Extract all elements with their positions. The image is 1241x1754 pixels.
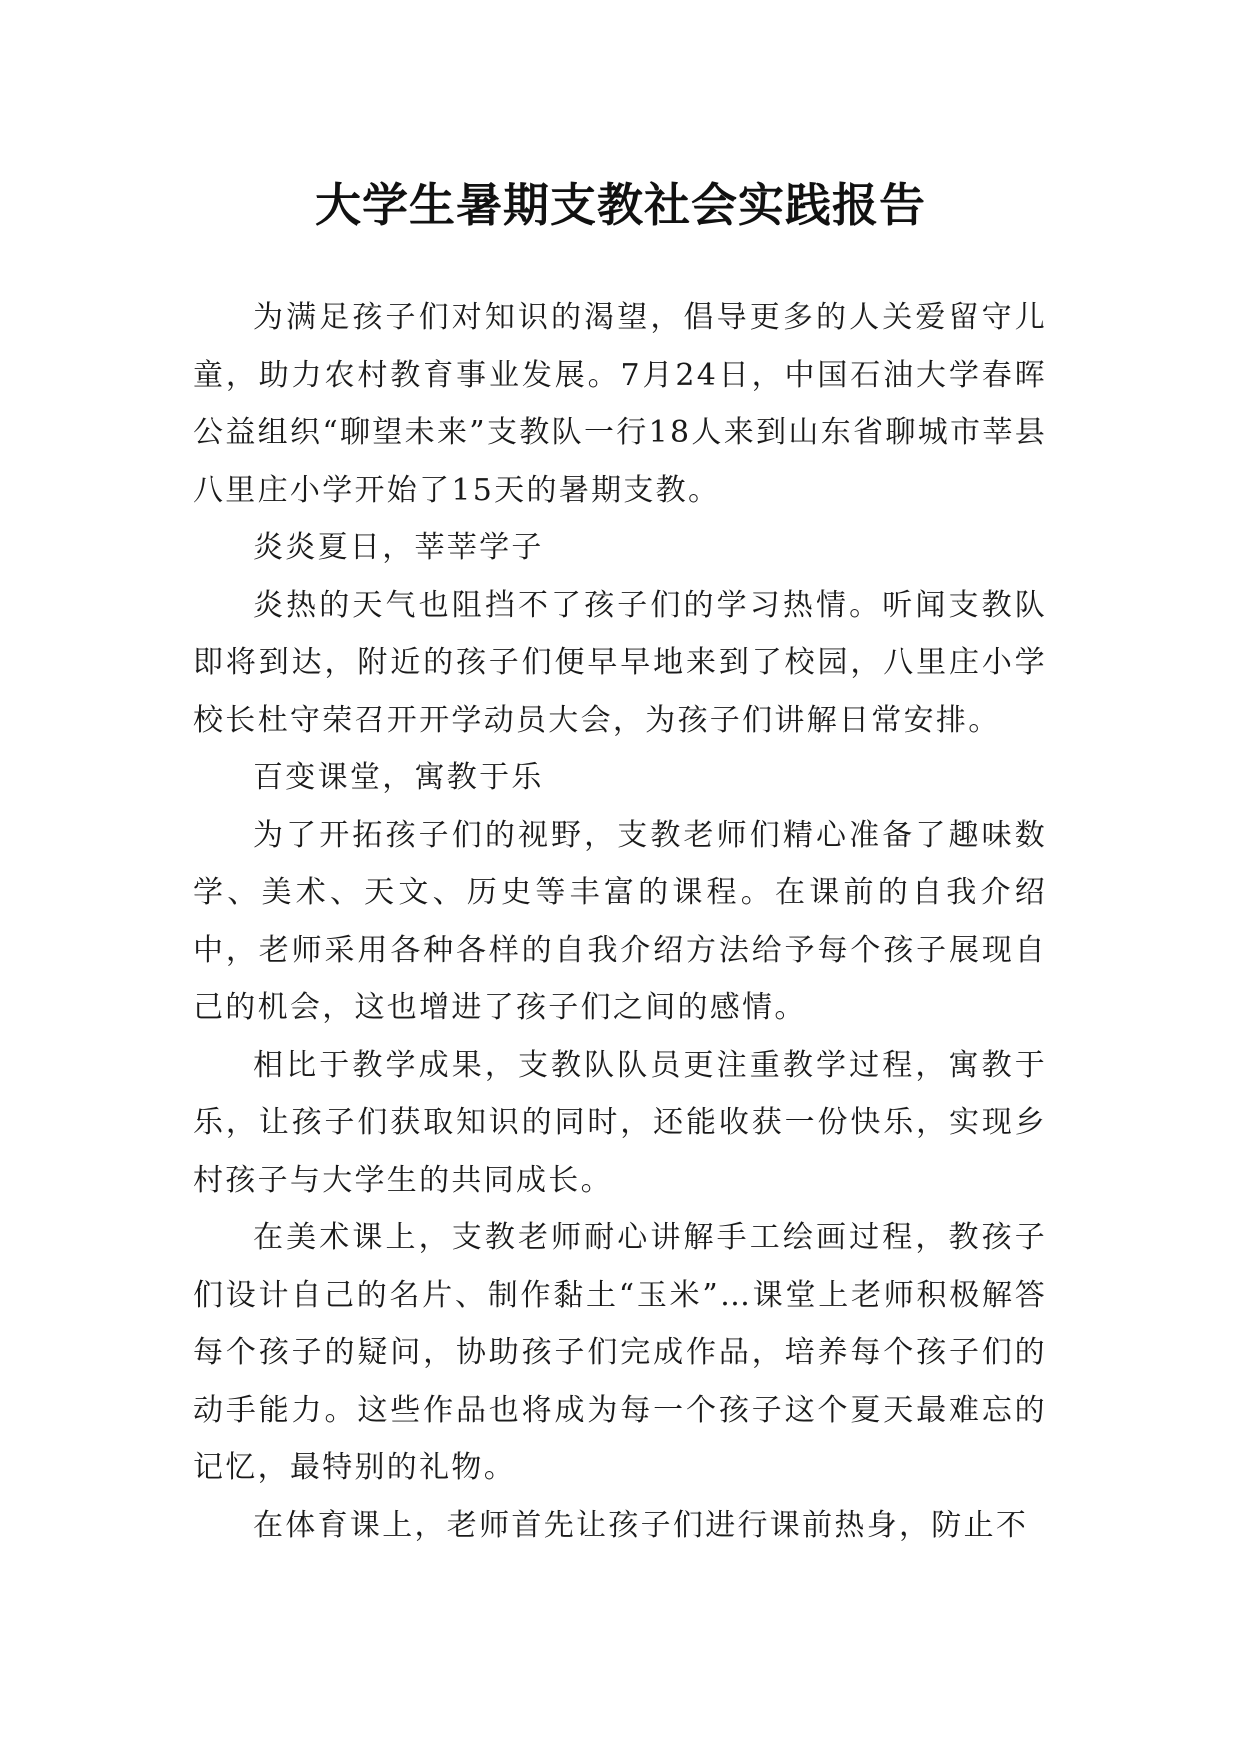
section-heading-classroom: 百变课堂，寓教于乐 bbox=[253, 760, 544, 795]
section-heading-summer: 炎炎夏日，莘莘学子 bbox=[253, 530, 544, 565]
document-title: 大学生暑期支教社会实践报告 bbox=[315, 177, 926, 232]
document-body bbox=[193, 289, 1047, 1554]
paragraph-courses: 为了开拓孩子们的视野，支教老师们精心准备了趣味数学、美术、天文、历史等丰富的课程。在课前的自我介绍中，老师采用各种各样的自我介绍方法给予每个孩子展现自己的机会，这也增进了孩子们之间的感情。 bbox=[193, 817, 1047, 1025]
paragraph-arrival: 炎热的天气也阻挡不了孩子们的学习热情。听闻支教队即将到达，附近的孩子们便早早地来到了校园，八里庄小学校长杜守荣召开开学动员大会，为孩子们讲解日常安排。 bbox=[193, 587, 1047, 738]
paragraph-pe-class: 在体育课上，老师首先让孩子们进行课前热身，防止不 bbox=[253, 1507, 1029, 1543]
paragraph-teaching-process: 相比于教学成果，支教队队员更注重教学过程，寓教于乐，让孩子们获取知识的同时，还能收获一份快乐，实现乡村孩子与大学生的共同成长。 bbox=[193, 1047, 1047, 1198]
paragraph-art-class: 在美术课上，支教老师耐心讲解手工绘画过程，教孩子们设计自己的名片、制作黏土“玉米”…课堂上老师积极解答每个孩子的疑问，协助孩子们完成作品，培养每个孩子们的动手能力。这些作品也将成为每一个孩子这个夏天最难忘的记忆，最特别的礼物。 bbox=[193, 1220, 1047, 1485]
paragraph-intro: 为满足孩子们对知识的渴望，倡导更多的人关爱留守儿童，助力农村教育事业发展。7月24日，中国石油大学春晖公益组织“聊望未来”支教队一行18人来到山东省聊城市莘县八里庄小学开始了15天的暑期支教。 bbox=[193, 300, 1047, 508]
